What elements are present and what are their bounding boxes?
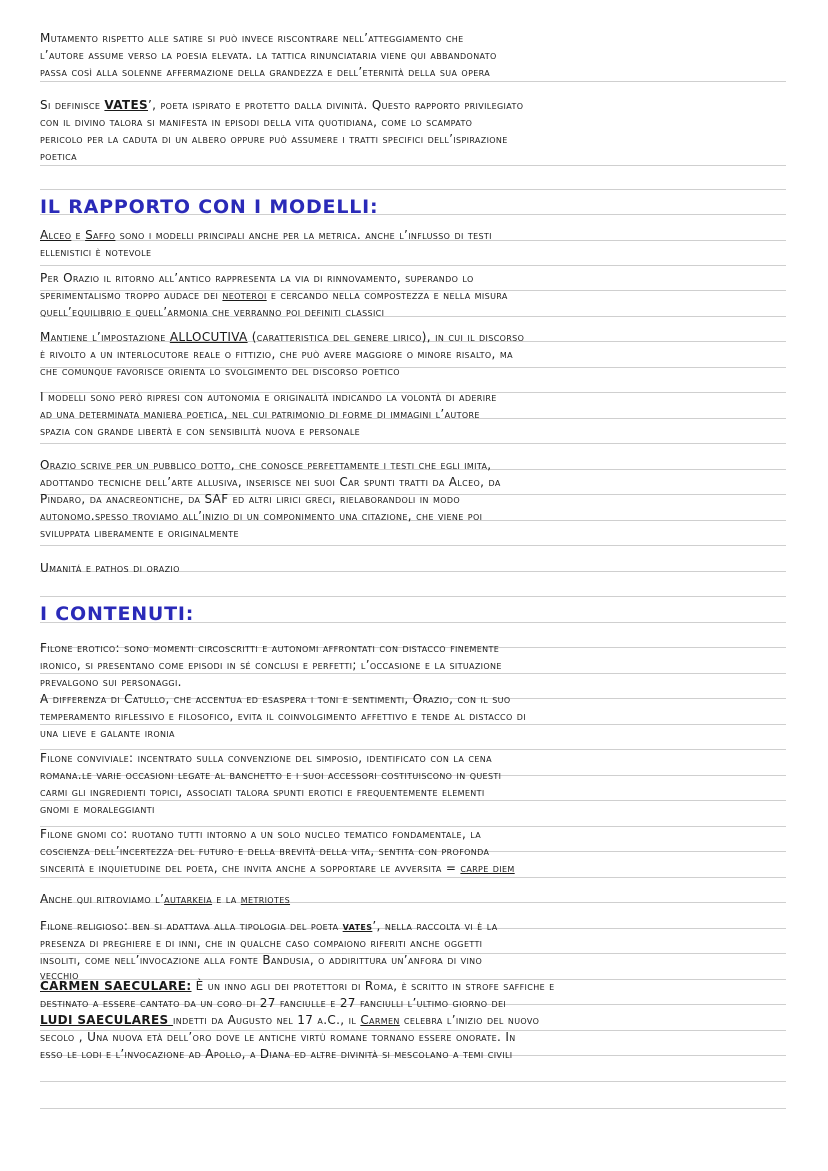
- text-line: passa così alla solenne affermazione della grandezza e dell’eternità della sua opera: [40, 65, 491, 79]
- text-line: con il divino talora si manifesta in episodi della vita quotidiana, come lo scampato: [40, 115, 473, 129]
- text-span: sincerità e inquietudine del poeta, che invita anche a sopportare le avversita =: [40, 861, 461, 875]
- paragraph-mutamento: [40, 30, 820, 81]
- text-line: [40, 978, 820, 995]
- text-line: poetica: [40, 149, 77, 163]
- text-span: e cercando nella compostezza e nella misura: [266, 288, 508, 302]
- text-span: Si definisce: [40, 98, 105, 112]
- text-line: carmi gli ingredienti topici, associati talora spunti erotici e frequentemente elementi: [40, 785, 485, 799]
- rule-line: [40, 443, 786, 444]
- text-span: sono i modelli principali anche per la metrica. anche l’influsso di testi: [115, 228, 492, 242]
- text-line: vecchio: [40, 968, 79, 982]
- text-line: gnomi e moraleggianti: [40, 802, 155, 816]
- text-span: celebra l’inizio del nuovo: [399, 1013, 540, 1027]
- text-line: prevalgono sui personaggi.: [40, 675, 182, 689]
- text-span: Filone religioso: ben si adattava alla tipologia del poeta: [40, 919, 343, 933]
- keyword-carmen: Carmen: [360, 1013, 400, 1027]
- text-span: indetti da Augusto nel 17 a.C., il: [173, 1013, 361, 1027]
- text-line: che comunque favorisce orienta lo svolgimento del discorso poetico: [40, 364, 400, 378]
- text-span: e: [71, 228, 86, 242]
- text-line: insoliti, come nell’invocazione alla fonte Bandusia, o addirittura un’anfora di vino: [40, 953, 483, 967]
- text-line: Filone conviviale: incentrato sulla convenzione del simposio, identificato con la cena: [40, 751, 492, 765]
- text-line: Orazio scrive per un pubblico dotto, che conosce perfettamente i testi che egli imita,: [40, 458, 492, 472]
- text-line: esso le lodi e l’invocazione ad Apollo, a Diana ed altre divinità si mescolano a temi civili: [40, 1047, 513, 1061]
- paragraph-allocutiva: [40, 329, 820, 380]
- paragraph-filone-gnomico: [40, 826, 820, 877]
- text-line: l’autore assume verso la poesia elevata. la tattica rinunciataria viene qui abbandonato: [40, 48, 497, 62]
- text-span: Mantiene l’impostazione: [40, 330, 170, 344]
- text-span: e la: [212, 892, 241, 906]
- keyword-metriotes: metriotes: [240, 892, 291, 906]
- paragraph-filone-religioso: [40, 918, 820, 981]
- text-span: ’, poeta ispirato e protetto dalla divinità. Questo rapporto privilegiato: [148, 98, 524, 112]
- text-line: Filone erotico: sono momenti circoscritti e autonomi affrontati con distacco finemente: [40, 641, 500, 655]
- paragraph-vates: [40, 97, 820, 165]
- text-line: [40, 227, 820, 244]
- text-span: sperimentalismo troppo audace dei: [40, 288, 223, 302]
- text-line: Filone gnomi co: ruotano tutti intorno a un solo nucleo tematico fondamentale, la: [40, 827, 482, 841]
- text-line: presenza di preghiere e di inni, che in qualche caso compaiono riferiti anche oggetti: [40, 936, 483, 950]
- text-line: ellenistici è notevole: [40, 245, 152, 259]
- section-heading-modelli: IL RAPPORTO CON I MODELLI:: [40, 196, 379, 218]
- rule-line: [40, 189, 786, 190]
- keyword-alceo: Alceo: [40, 228, 72, 242]
- text-line: quell’equilibrio e quell’armonia che verranno poi definiti classici: [40, 305, 385, 319]
- text-line: pericolo per la caduta di un albero oppure può assumere i tratti specifici dell’ispirazione: [40, 132, 508, 146]
- rule-line: [40, 1081, 786, 1082]
- text-line: ad una determinata maniera poetica, nel cui patrimonio di forme di immagini l’autore: [40, 407, 480, 421]
- text-line: A differenza di Catullo, che accentua ed esaspera i toni e sentimenti, Orazio, con il suo: [40, 692, 511, 706]
- text-line: [40, 287, 820, 304]
- text-span: Anche qui ritroviamo l’: [40, 892, 165, 906]
- rule-line: [40, 265, 786, 266]
- paragraph-filone-conviviale: [40, 750, 820, 818]
- keyword-ludi-saeculares: LUDI SAECULARES: [40, 1013, 174, 1027]
- rule-line: [40, 596, 786, 597]
- text-line: autonomo.spesso troviamo all’inizio di un componimento una citazione, che viene poi: [40, 509, 483, 523]
- paragraph-ritorno-antico: [40, 270, 820, 321]
- keyword-vates: VATES: [104, 98, 149, 112]
- text-line: [40, 1012, 820, 1029]
- text-span: ’, nella raccolta vi è la: [372, 919, 498, 933]
- paragraph-modelli-ripresi: [40, 389, 820, 440]
- text-line: [40, 918, 820, 935]
- text-line: destinato a essere cantato da un coro di 27 fanciulle e 27 fanciulli l’ultimo giorno dei: [40, 996, 507, 1010]
- paragraph-autarkeia: [40, 891, 820, 908]
- text-line: temperamento riflessivo e filosofico, evita il coinvolgimento affettivo e tende al distacco di: [40, 709, 527, 723]
- rule-line: [40, 877, 786, 878]
- text-line: I modelli sono però ripresi con autonomia e originalità indicando la volontà di aderire: [40, 390, 497, 404]
- text-line: Mutamento rispetto alle satire si può invece riscontrare nell’atteggiamento che: [40, 31, 464, 45]
- paragraph-alceo-saffo: [40, 227, 820, 261]
- rule-line: [40, 81, 786, 82]
- text-line: [40, 97, 820, 114]
- rule-line: [40, 545, 786, 546]
- text-line: [40, 329, 820, 346]
- rule-line: [40, 1108, 786, 1109]
- paragraph-carmen-saeculare: [40, 978, 820, 1063]
- keyword-allocutiva: ALLOCUTIVA: [169, 330, 248, 344]
- keyword-carpe-diem: carpe diem: [460, 861, 515, 875]
- text-span: È un inno agli dei protettori di Roma, è scritto in strofe saffiche e: [191, 979, 555, 993]
- keyword-vates: vates: [342, 919, 373, 933]
- text-line: romana.le varie occasioni legate al banchetto e i suoi accessori costituiscono in questi: [40, 768, 502, 782]
- text-line: secolo , Una nuova età dell’oro dove le antiche virtù romane tornano essere onorate. In: [40, 1030, 516, 1044]
- text-span: (caratteristica del genere lirico), in cui il discorso: [247, 330, 525, 344]
- section-heading-contenuti: I CONTENUTI:: [40, 603, 195, 625]
- text-line: [40, 860, 820, 877]
- paragraph-umanita: [40, 560, 820, 577]
- text-line: Pindaro, da anacreontiche, da SAF ed altri lirici greci, rielaborandoli in modo: [40, 492, 461, 506]
- paragraph-filone-erotico: [40, 640, 820, 742]
- text-line: una lieve e galante ironia: [40, 726, 175, 740]
- keyword-neoteroi: neoteroi: [222, 288, 267, 302]
- text-line: sviluppata liberamente e originalmente: [40, 526, 239, 540]
- text-line: è rivolto a un interlocutore reale o fittizio, che può avere maggiore o minore risalto, ma: [40, 347, 513, 361]
- keyword-carmen-saeculare: CARMEN SAECULARE:: [40, 979, 192, 993]
- rule-line: [40, 165, 786, 166]
- text-line: Umanitá e pathos di orazio: [40, 561, 180, 575]
- text-line: Per Orazio il ritorno all’antico rappresenta la via di rinnovamento, superando lo: [40, 271, 474, 285]
- text-line: [40, 891, 820, 908]
- text-line: coscienza dell’incertezza del futuro e della brevità della vita, sentita con profonda: [40, 844, 490, 858]
- paragraph-pubblico-dotto: [40, 457, 820, 542]
- text-line: adottando tecniche dell’arte allusiva, inserisce nei suoi Car spunti tratti da Alceo, da: [40, 475, 501, 489]
- keyword-autarkeia: autarkeia: [164, 892, 213, 906]
- keyword-saffo: Saffo: [85, 228, 116, 242]
- text-line: ironico, si presentano come episodi in sé conclusi e perfetti; l’occasione e la situazione: [40, 658, 502, 672]
- text-line: spazia con grande libertà e con sensibilità nuova e personale: [40, 424, 361, 438]
